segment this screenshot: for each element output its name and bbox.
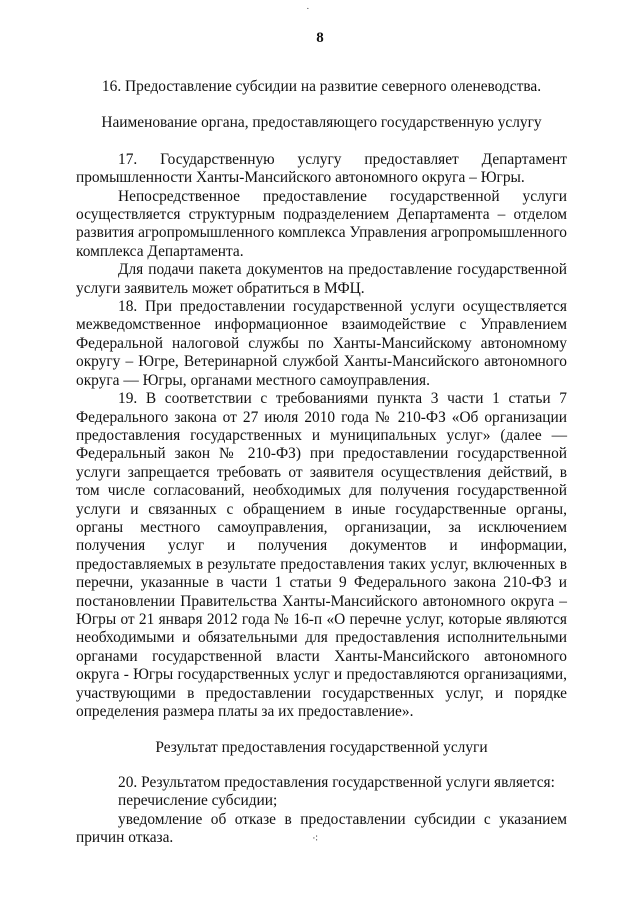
paragraph-20-item-2: уведомление об отказе в предоставлении субсидии с указанием причин отказа. bbox=[76, 810, 567, 847]
paragraph-17-mfc: Для подачи пакета документов на предоставление государственной услуги заявитель может обратиться в МФЦ. bbox=[76, 261, 567, 297]
paragraph-17-direct: Непосредственное предоставление государственной услуги осуществляется структурным подразделением Департамента – отделом развития агропромышленного комплекса Управления агропромышленного комплекса Департамента. bbox=[76, 187, 567, 260]
paragraph-20: 20. Результатом предоставления государственной услуги является: bbox=[118, 773, 555, 791]
page-number: 8 bbox=[316, 30, 324, 46]
scan-mark-bottom: ⁖ bbox=[312, 833, 319, 845]
document-body bbox=[76, 78, 567, 847]
paragraph-20-item-1: перечисление субсидии; bbox=[118, 792, 278, 810]
scan-mark-top: ˙ bbox=[306, 6, 310, 18]
heading-organ: Наименование органа, предоставляющего государственную услугу bbox=[101, 114, 542, 132]
paragraph-19: 19. В соответствии с требованиями пункта 3 части 1 статьи 7 Федерального закона от 27 июля 2010 года № 210-ФЗ «Об организации предоставления государственных и муниципальных услуг» (далее — Федеральный закон № 210-ФЗ) при предоставлении государственной услуги запрещается требовать от заявителя осуществления действий, в том числе согласований, необходимых для получения государственной услуги и связанных с обращением в иные государственные органы, органы местного самоуправления, организации, за исключением получения услуг и получения документов и информации, предоставляемых в результате предоставления таких услуг, включенных в перечни, указанные в части 1 статьи 9 Федерального закона 210-ФЗ и постановлении Правительства Ханты-Мансийского автономного округа – Югры от 21 января 2012 года № 16-п «О перечне услуг, которые являются необходимыми и обязательными для предоставления исполнительными органами государственной власти Ханты-Мансийского автономного округа - Югры государственных услуг и предоставляются организациями, участвующими в предоставлении государственных услуг, и порядке определения размера платы за их предоставление». bbox=[76, 390, 567, 720]
section-16-title: 16. Предоставление субсидии на развитие северного оленеводства. bbox=[101, 78, 542, 95]
paragraph-17: 17. Государственную услугу предоставляет Департамент промышленности Ханты-Мансийского автономного округа – Югры. bbox=[76, 150, 567, 187]
paragraph-18: 18. При предоставлении государственной услуги осуществляется межведомственное информационное взаимодействие с Управлением Федеральной налоговой службы по Ханты-Мансийскому автономному округу – Югре, Ветеринарной службой Ханты-Мансийского автономного округа — Югры, органами местного самоуправления. bbox=[76, 298, 567, 389]
heading-result: Результат предоставления государственной услуги bbox=[155, 739, 488, 757]
